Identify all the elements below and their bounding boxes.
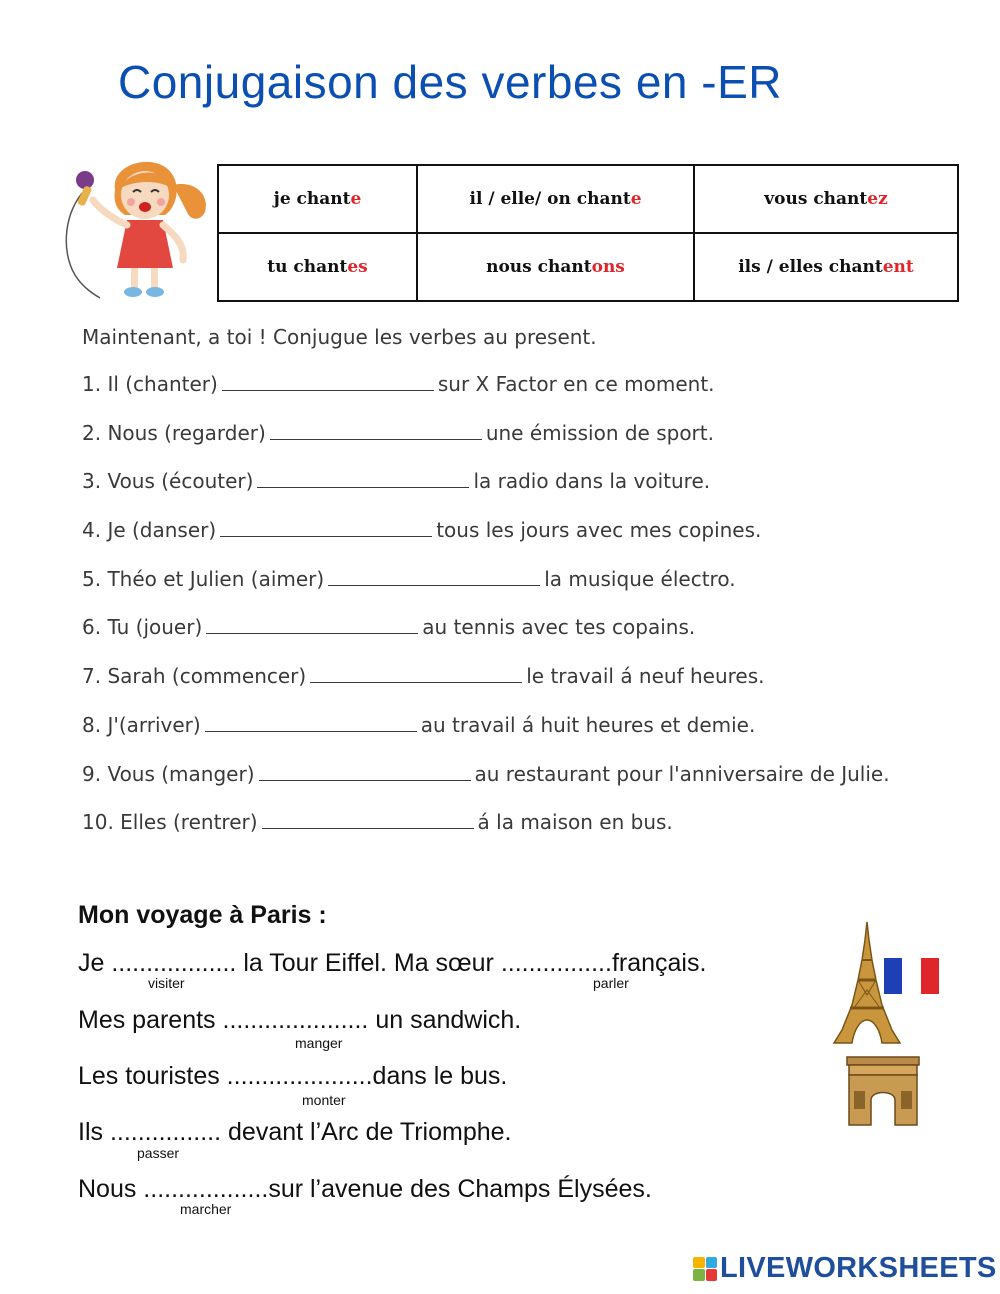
answer-blank[interactable] <box>206 617 418 634</box>
conj-cell-nous: nous chantons <box>417 233 694 301</box>
answer-blank[interactable] <box>257 471 469 488</box>
verb-hint: monter <box>302 1092 346 1108</box>
list-item: 10. Elles (rentrer) á la maison en bus. <box>82 810 673 835</box>
answer-blank[interactable] <box>310 666 522 683</box>
verb-hint: manger <box>295 1035 343 1051</box>
conjugation-table <box>217 164 959 302</box>
list-item: 4. Je (danser) tous les jours avec mes copines. <box>82 518 762 543</box>
page-title: Conjugaison des verbes en -ER <box>118 56 782 108</box>
singing-girl-illustration <box>55 150 215 305</box>
verb-ending: ons <box>591 257 625 277</box>
conj-cell-vous: vous chantez <box>694 165 958 233</box>
list-item: 9. Vous (manger) au restaurant pour l'anniversaire de Julie. <box>82 761 890 786</box>
answer-blank[interactable] <box>328 569 540 586</box>
table-row <box>218 165 958 233</box>
verb-ending: es <box>347 257 368 277</box>
list-item: 8. J'(arriver) au travail á huit heures et demie. <box>82 712 756 737</box>
verb-ending: ez <box>867 189 888 209</box>
french-flag-icon <box>884 958 939 994</box>
exercise-instructions: Maintenant, a toi ! Conjugue les verbes au present. <box>82 325 597 349</box>
verb-ending: e <box>350 189 362 209</box>
list-item: 5. Théo et Julien (aimer) la musique électro. <box>82 566 736 591</box>
list-item: 3. Vous (écouter) la radio dans la voiture. <box>82 469 711 494</box>
conj-cell-je: je chante <box>218 165 417 233</box>
paris-section-title: Mon voyage à Paris : <box>78 901 327 929</box>
conj-cell-ils: ils / elles chantent <box>694 233 958 301</box>
verb-hint: parler <box>593 975 629 991</box>
paris-line[interactable]: Les touristes .....................dans le bus. <box>78 1062 508 1090</box>
verb-hint: marcher <box>180 1201 232 1217</box>
conj-cell-il: il / elle/ on chante <box>417 165 694 233</box>
verb-hint: visiter <box>148 975 185 991</box>
verb-ending: ent <box>882 257 914 277</box>
list-item: 1. Il (chanter) sur X Factor en ce moment. <box>82 372 715 396</box>
paris-line[interactable]: Nous ..................sur l’avenue des Champs Élysées. <box>78 1175 652 1203</box>
exercise-list <box>82 372 962 859</box>
list-item: 7. Sarah (commencer) le travail á neuf heures. <box>82 664 765 689</box>
answer-blank[interactable] <box>270 423 482 440</box>
liveworksheets-brand[interactable] <box>693 1252 997 1285</box>
list-item: 2. Nous (regarder) une émission de sport. <box>82 420 714 445</box>
verb-hint: passer <box>137 1145 180 1161</box>
verb-ending: e <box>630 189 642 209</box>
table-row <box>218 233 958 301</box>
answer-blank[interactable] <box>205 715 417 732</box>
list-item: 6. Tu (jouer) au tennis avec tes copains. <box>82 615 696 640</box>
paris-line[interactable]: Ils ................ devant l’Arc de Triomphe. <box>78 1118 512 1146</box>
answer-blank[interactable] <box>220 520 432 537</box>
paris-line[interactable]: Mes parents ..................... un sandwich. <box>78 1006 522 1034</box>
conj-cell-tu: tu chantes <box>218 233 417 301</box>
answer-blank[interactable] <box>259 764 471 781</box>
brand-name: LIVEWORKSHEETS <box>720 1252 997 1284</box>
paris-line[interactable]: Je .................. la Tour Eiffel. Ma sœur ................français. <box>78 949 707 977</box>
answer-blank[interactable] <box>222 374 434 391</box>
answer-blank[interactable] <box>262 812 474 829</box>
liveworksheets-logo-icon <box>693 1257 717 1281</box>
arc-de-triomphe-icon <box>845 1055 921 1127</box>
